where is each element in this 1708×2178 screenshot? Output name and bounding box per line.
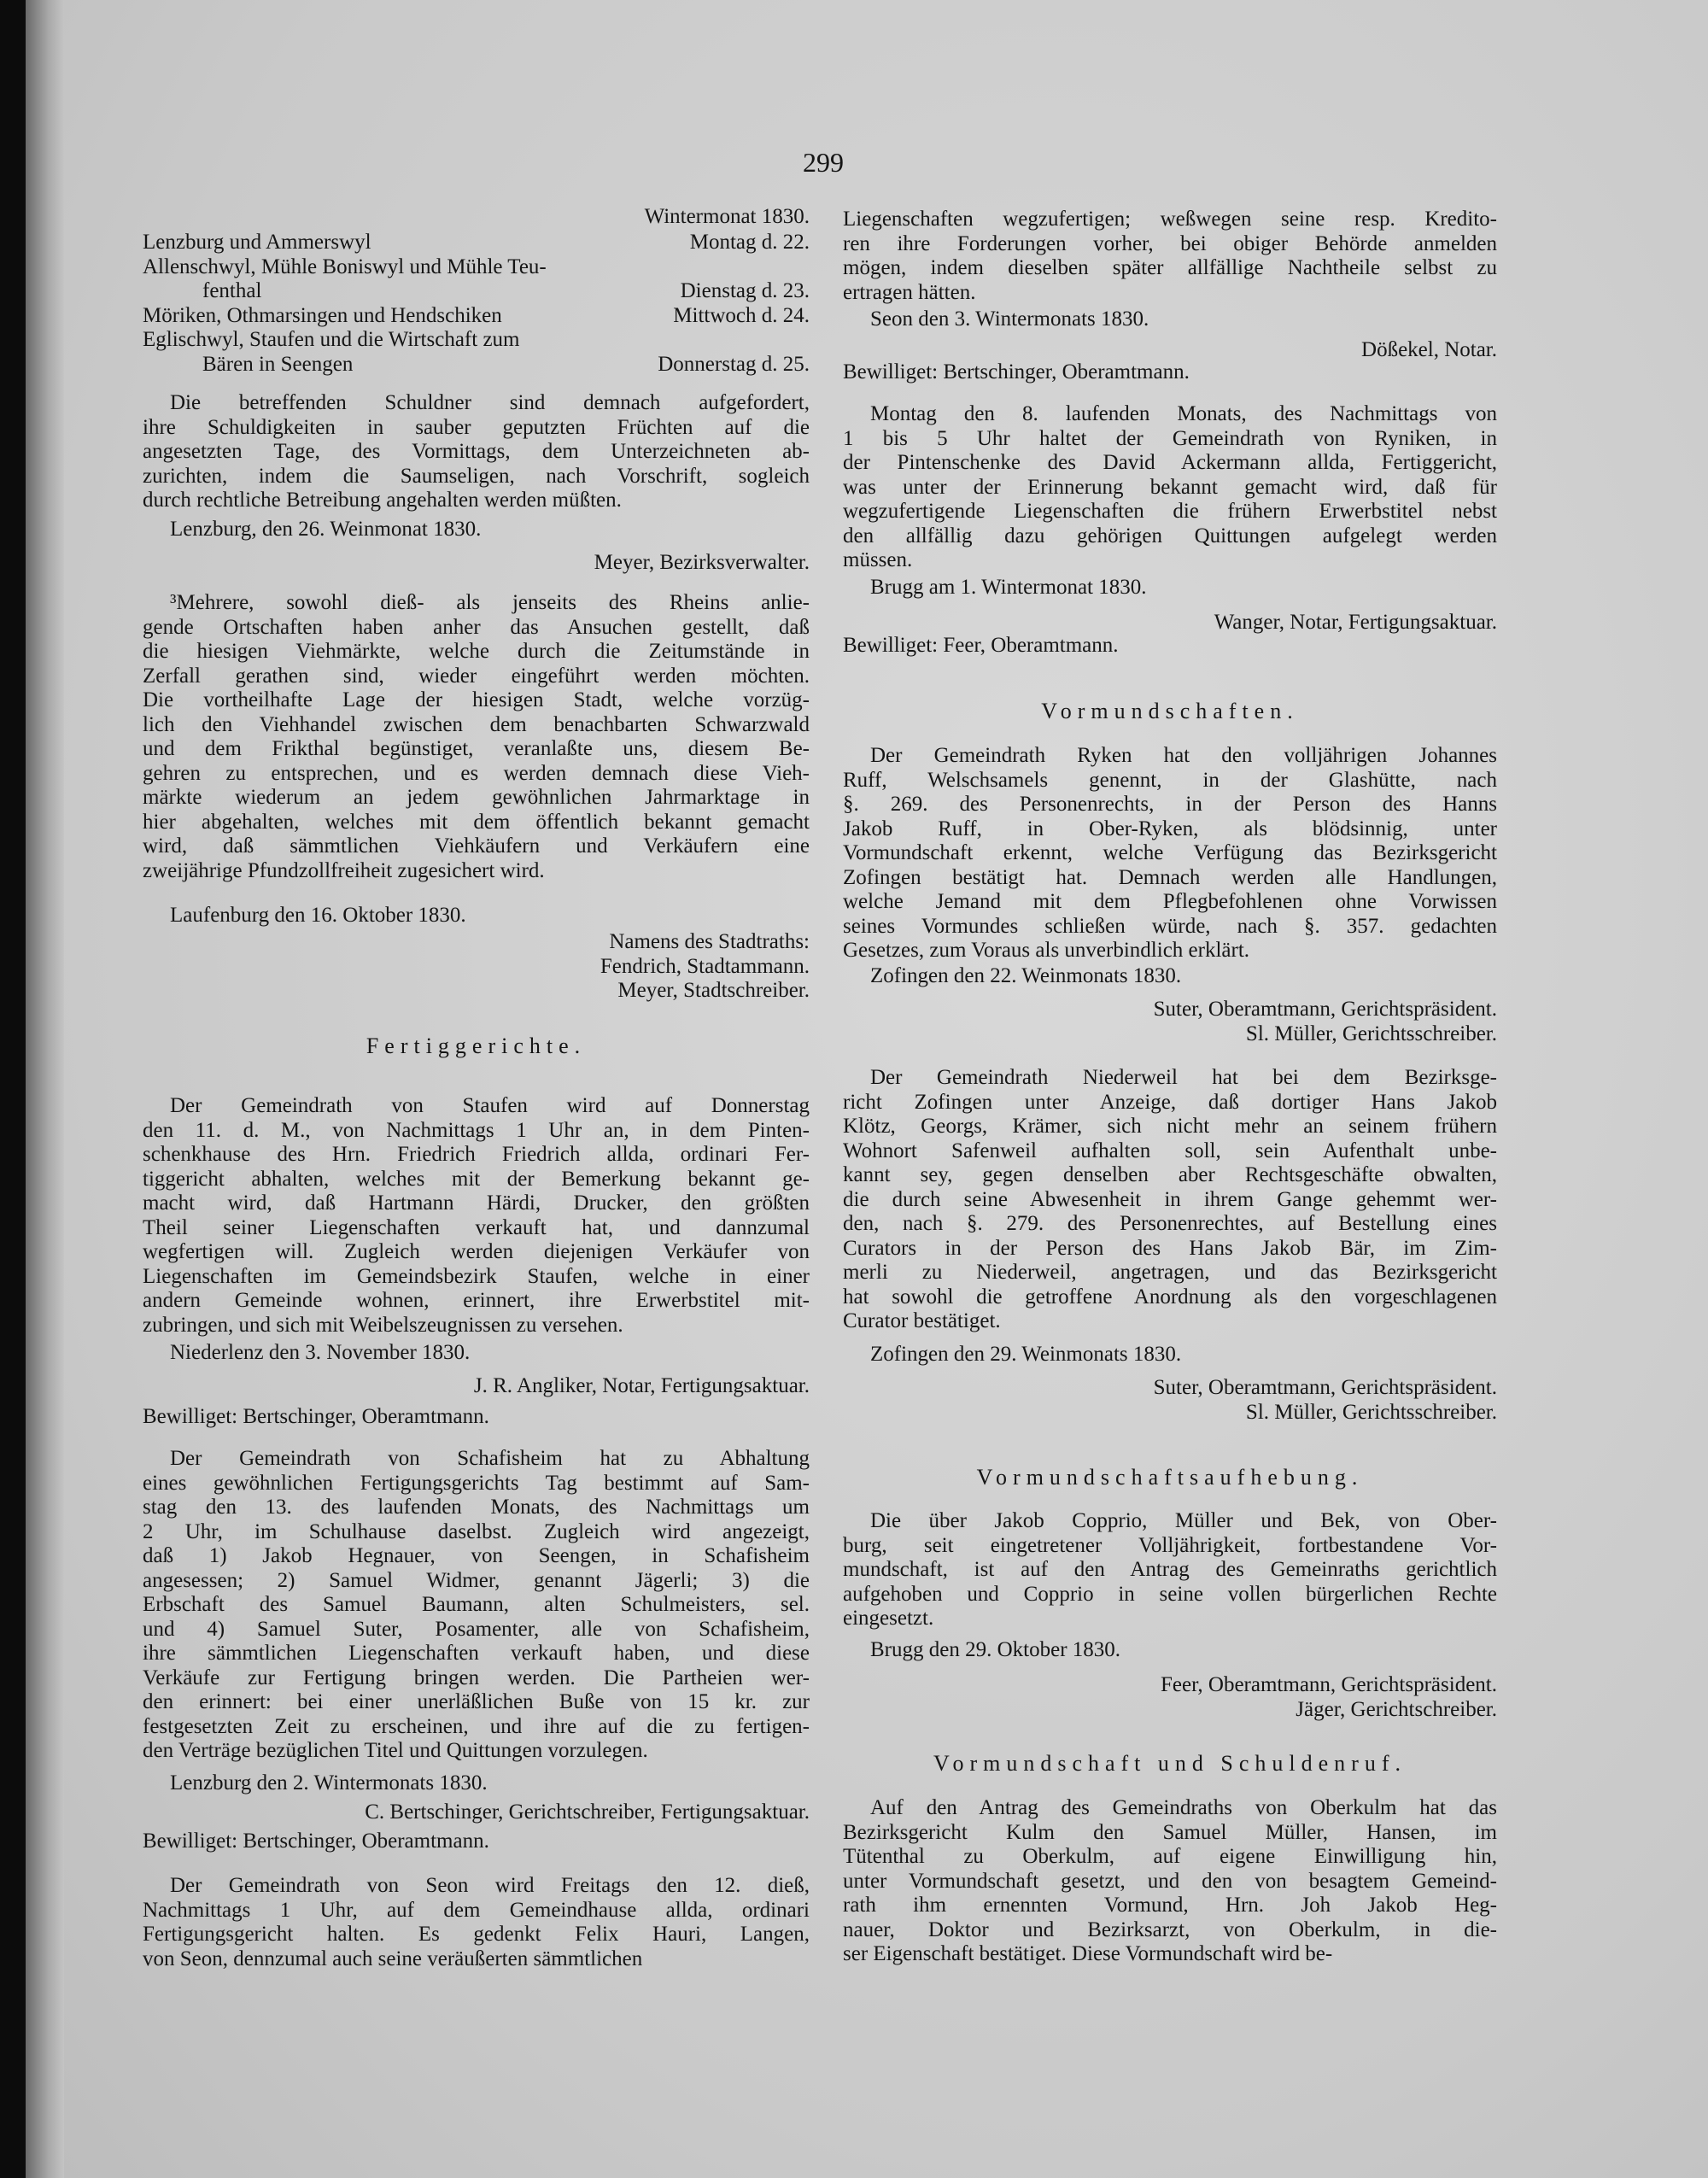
text-line: unter Vormundschaft gesetzt, und den von besagtem Gemeind- [843,1869,1497,1893]
schedule-place: fenthal [202,279,262,302]
schedule-place: Lenzburg und Ammerswyl [143,231,371,254]
text-line: den erinnert: bei einer unerläßlichen Buße von 15 kr. zur [143,1690,810,1713]
text-line: lich den Viehhandel zwischen dem benachbarten Schwarzwald [143,712,810,736]
notice-date [843,964,1497,989]
notice-paragraph [843,1796,1497,1967]
notice-date [843,576,1497,600]
text-line: 1 bis 5 Uhr haltet der Gemeindrath von Ryniken, in [843,426,1497,450]
text-line: Brugg am 1. Wintermonat 1830. [870,576,1147,599]
text-line: Ruff, Welschsamels genennt, in der Glashütte, nach [843,768,1497,792]
text-line: Fendrich, Stadtammann. [600,954,810,978]
text-line: aufgehoben und Copprio in seine vollen bürgerlichen Rechte [843,1582,1497,1606]
text-line: durch rechtliche Betreibung angehalten werden müßten. [143,489,622,512]
text-line: hat sowohl die getroffene Anordnung als den vorgeschlagenen [843,1285,1497,1309]
text-line: Der Gemeindrath Ryken hat den volljährigen Johannes [870,744,1497,767]
text-line: ren ihre Forderungen vorher, bei obiger Behörde anmelden [843,231,1497,255]
text-line: Der Gemeindrath von Seon wird Freitags den 12. dieß, [170,1874,810,1897]
notice-signature [143,1374,810,1399]
text-line: andern Gemeinde wohnen, erinnert, ihre Erwerbstitel mit- [143,1289,810,1312]
schedule-row [143,231,810,255]
notice-date [143,904,810,928]
notice-paragraph [843,1509,1497,1631]
text-line: Die über Jakob Copprio, Müller und Bek, von Ober- [870,1509,1497,1532]
text-line: mundschaft, ist auf den Antrag des Gemeinraths gerichtlich [843,1558,1497,1581]
notice-date [143,1771,810,1796]
text-line: Laufenburg den 16. Oktober 1830. [170,904,466,927]
text-line: den allfällig dazu gehörigen Quittungen aufgelegt werden [843,524,1497,547]
text-line: welche Jemand mit dem Pflegbefohlenen ohne Vorwissen [843,890,1497,913]
notice-paragraph-continued [843,208,1497,305]
notice-paragraph [143,391,810,513]
text-line: Theil seiner Liegenschaften verkauft hat, und dannzumal [143,1215,810,1239]
text-line: Vormundschaft erkennt, welche Verfügung das Bezirksgericht [843,841,1497,864]
text-line: märkte wiederum an jedem gewöhnlichen Jahrmarktage in [143,786,810,809]
schedule-place: Bären in Seengen [202,352,354,376]
approval-line [843,634,1497,659]
schedule-header [143,205,810,230]
text-line: Erbschaft des Samuel Baumann, alten Schulmeisters, sel. [143,1593,810,1616]
text-line: den, nach §. 279. des Personenrechtes, auf Bestellung eines [843,1212,1497,1235]
notice-signature [843,1673,1497,1722]
text-line: die durch seine Abwesenheit in ihrem Gange gehemmt wer- [843,1187,1497,1211]
market-schedule [143,231,810,377]
text-line: und dem Frikthal begünstiget, veranlaßte uns, diesem Be- [143,737,810,760]
text-line: Der Gemeindrath von Staufen wird auf Donnerstag [170,1094,810,1117]
text-line: wegfertigen will. Zugleich werden diejenigen Verkäufer von [143,1240,810,1263]
text-line: was unter der Erinnerung bekannt gemacht wird, daß für [843,475,1497,499]
schedule-row [143,304,810,329]
schedule-day: Donnerstag d. 25. [658,352,810,376]
schedule-row [143,255,810,280]
text-line: Meyer, Bezirksverwalter. [594,551,810,574]
text-line: und 4) Samuel Suter, Posamenter, alle von Schafisheim, [143,1617,810,1641]
notice-date [143,518,810,542]
text-line: die hiesigen Viehmärkte, welche durch die Zeitumstände in [143,640,810,663]
text-line: Jakob Ruff, in Ober-Ryken, als blödsinnig, unter [843,817,1497,840]
notice-paragraph [143,1094,810,1338]
text-line: festgesetzten Zeit zu erscheinen, und ihre auf die zu fertigen- [143,1714,810,1738]
text-line: daß 1) Jakob Hegnauer, von Seengen, in Schafisheim [143,1544,810,1567]
text-line: Bewilliget: Bertschinger, Oberamtmann. [143,1405,489,1428]
text-line: Zofingen bestätigt hat. Demnach werden alle Handlungen, [843,865,1497,889]
text-line: Bezirksgericht Kulm den Samuel Müller, Hansen, im [843,1820,1497,1844]
notice-date [843,307,1497,332]
text-line: Zofingen den 29. Weinmonats 1830. [870,1343,1182,1366]
text-line: ihre Schuldigkeiten in sauber geputzten Früchten auf die [143,415,810,439]
text-line: Klötz, Georgs, Krämer, sich nicht mehr an seinem frühern [843,1115,1497,1138]
text-line: Bewilliget: Feer, Oberamtmann. [843,634,1119,657]
section-heading: Vormundschaften. [1041,699,1299,723]
text-line: C. Bertschinger, Gerichtschreiber, Fertigungsaktuar. [365,1800,810,1824]
text-line: tiggericht abhalten, welches mit der Bemerkung bekannt ge- [143,1167,810,1191]
approval-line [843,360,1497,385]
text-line: ser Eigenschaft bestätiget. Diese Vormundschaft wird be- [843,1942,1333,1965]
text-line: §. 269. des Personenrechts, in der Person des Hanns [843,793,1497,816]
approval-line [143,1830,810,1854]
notice-paragraph [143,1447,810,1764]
text-line: eingesetzt. [843,1607,934,1630]
text-line: Die betreffenden Schuldner sind demnach aufgefordert, [170,391,810,414]
text-line: den Verträge bezüglichen Titel und Quittungen vorzulegen. [143,1739,648,1762]
text-line: mögen, indem dieselben später allfällige Nachtheile selbst zu [843,256,1497,279]
text-line: schenkhause des Hrn. Friedrich Friedrich allda, ordinari Fer- [143,1143,810,1166]
schedule-place: Allenschwyl, Mühle Boniswyl und Mühle Teu- [143,255,547,278]
schedule-day: Mittwoch d. 24. [673,303,810,327]
text-line: richt Zofingen unter Anzeige, daß dortiger Hans Jakob [843,1090,1497,1114]
notice-date [143,1341,810,1366]
notice-signature [143,930,810,1004]
text-line: Liegenschaften im Gemeindsbezirk Staufen, welche in einer [143,1264,810,1288]
notice-paragraph [843,1066,1497,1334]
text-line: gehren zu entsprechen, und es werden demnach diese Vieh- [143,761,810,785]
text-line: von Seon, dennzumal auch seine veräußerten sämmtlichen [143,1947,643,1970]
text-line: müssen. [843,548,913,571]
schedule-row [143,353,810,378]
text-line: angesetzten Tage, des Vormittags, dem Unterzeichneten ab- [143,440,810,463]
section-heading: Vormundschaftsaufhebung. [976,1465,1364,1490]
text-line: Auf den Antrag des Gemeindraths von Oberkulm hat das [870,1796,1497,1819]
text-line: merli zu Niederweil, angetragen, und das Bezirksgericht [843,1261,1497,1284]
notice-date [843,1638,1497,1663]
text-line: Namens des Stadtraths: [609,930,810,953]
notice-date [843,1343,1497,1367]
text-line: Zofingen den 22. Weinmonats 1830. [870,964,1182,987]
schedule-place: Eglischwyl, Staufen und die Wirtschaft zum [143,328,520,351]
text-line: ihre sämmtlichen Liegenschaften verkauft haben, und diese [143,1642,810,1665]
text-line: Wanger, Notar, Fertigungsaktuar. [1214,611,1497,634]
text-line: Bewilliget: Bertschinger, Oberamtmann. [843,360,1190,383]
text-line: wird, daß sämmtlichen Viehkäufern und Verkäufern eine [143,834,810,858]
notice-signature [843,611,1497,635]
text-line: Dößekel, Notar. [1361,338,1497,361]
text-line: Sl. Müller, Gerichtsschreiber. [1245,1400,1497,1424]
schedule-day: Montag d. 22. [689,231,810,254]
text-line: ertragen hätten. [843,280,976,304]
text-line: Die vortheilhafte Lage der hiesigen Stadt, welche vorzüg- [143,688,810,711]
text-line: Gesetzes, zum Voraus als unverbindlich erklärt. [843,939,1250,962]
notice-signature [143,551,810,576]
notice-paragraph [843,744,1497,963]
notice-signature [843,1376,1497,1425]
text-line: Curators in der Person des Hans Jakob Bär, im Zim- [843,1236,1497,1260]
section-heading: Vormundschaft und Schuldenruf. [933,1751,1407,1776]
text-line: zubringen, und sich mit Weibelszeugnissen zu versehen. [143,1313,623,1337]
scan-edge [0,0,26,2178]
text-line: Wohnort Safenweil aufhalten soll, sein Aufenthalt unbe- [843,1139,1497,1162]
text-line: Fertigungsgericht halten. Es gedenkt Felix Hauri, Langen, [143,1923,810,1946]
text-line: wegzufertigende Liegenschaften die frühern Erwerbstitel nebst [843,500,1497,523]
text-line: Wintermonat 1830. [644,205,810,228]
schedule-row [143,279,810,304]
text-line: eines gewöhnlichen Fertigungsgerichts Tag bestimmt auf Sam- [143,1471,810,1495]
text-line: Liegenschaften wegzufertigen; weßwegen seine resp. Kredito- [843,208,1497,231]
text-line: Lenzburg den 2. Wintermonats 1830. [170,1771,488,1795]
text-line: Brugg den 29. Oktober 1830. [870,1638,1121,1661]
text-line: gende Ortschaften haben anher das Ansuchen gestellt, daß [143,615,810,639]
notice-signature [143,1800,810,1825]
text-line: J. R. Angliker, Notar, Fertigungsaktuar. [473,1374,810,1397]
notice-paragraph [143,591,810,883]
text-line: rath ihm ernennten Vormund, Hrn. Joh Jakob Heg- [843,1894,1497,1917]
section-heading: Fertiggerichte. [366,1033,587,1058]
text-line: zurichten, indem die Saumseligen, nach Vorschrift, sogleich [143,464,810,488]
text-line: der Pintenschenke des David Ackermann allda, Fertiggericht, [843,451,1497,474]
text-line: Niederlenz den 3. November 1830. [170,1341,471,1364]
schedule-place: Möriken, Othmarsingen und Hendschiken [143,303,502,327]
schedule-day: Dienstag d. 23. [680,279,810,302]
notice-paragraph [843,402,1497,573]
notice-signature [843,998,1497,1046]
text-line: kannt sey, gegen denselben aber Rechtsgeschäfte obwalten, [843,1163,1497,1186]
text-line: Der Gemeindrath Niederweil hat bei dem Bezirksge- [870,1066,1497,1089]
text-line: Jäger, Gerichtschreiber. [1296,1697,1497,1721]
text-line: Suter, Oberamtmann, Gerichtspräsident. [1153,1376,1497,1399]
text-line: seines Vormundes schließen würde, nach §. 357. gedachten [843,914,1497,938]
text-line: Sl. Müller, Gerichtsschreiber. [1245,1022,1497,1045]
text-line: zweijährige Pfundzollfreiheit zugesichert wird. [143,858,545,882]
text-line: nauer, Doktor und Bezirksarzt, von Oberkulm, in die- [843,1917,1497,1941]
schedule-row [143,328,810,353]
text-line: ³Mehrere, sowohl dieß- als jenseits des Rheins anlie- [170,591,810,614]
text-line: Feer, Oberamtmann, Gerichtspräsident. [1160,1673,1497,1696]
text-line: burg, seit eingetretener Volljährigkeit, fortbestandene Vor- [843,1533,1497,1557]
page-number: 299 [803,147,844,178]
notice-signature [843,338,1497,363]
text-line: Tütenthal zu Oberkulm, auf eigene Einwilligung hin, [843,1845,1497,1868]
approval-line [143,1405,810,1430]
text-line: Zerfall gerathen sind, wieder eingeführt werden möchten. [143,664,810,688]
text-line: macht wird, daß Hartmann Härdi, Drucker, den größten [143,1191,810,1215]
text-line: stag den 13. des laufenden Monats, des Nachmittags um [143,1496,810,1519]
notice-paragraph [143,1874,810,1971]
text-line: Nachmittags 1 Uhr, auf dem Gemeindhause allda, ordinari [143,1898,810,1922]
text-line: Lenzburg, den 26. Weinmonat 1830. [170,518,482,541]
text-line: Der Gemeindrath von Schafisheim hat zu Abhaltung [170,1447,810,1470]
page-fold-shadow [26,0,64,2178]
text-line: hier abgehalten, welches mit dem öffentlich bekannt gemacht [143,810,810,834]
text-line: 2 Uhr, im Schulhause daselbst. Zugleich wird angezeigt, [143,1519,810,1543]
text-line: Seon den 3. Wintermonats 1830. [870,307,1149,331]
text-line: Bewilliget: Bertschinger, Oberamtmann. [143,1830,489,1853]
text-line: Suter, Oberamtmann, Gerichtspräsident. [1153,998,1497,1021]
text-line: Curator bestätiget. [843,1309,1001,1332]
text-line: den 11. d. M., von Nachmittags 1 Uhr an, in dem Pinten- [143,1118,810,1142]
text-line: Verkäufe zur Fertigung bringen werden. Die Partheien wer- [143,1666,810,1689]
text-line: angesessen; 2) Samuel Widmer, genannt Jägerli; 3) die [143,1568,810,1592]
text-line: Meyer, Stadtschreiber. [617,979,810,1002]
text-line: Montag den 8. laufenden Monats, des Nachmittags von [870,402,1497,425]
